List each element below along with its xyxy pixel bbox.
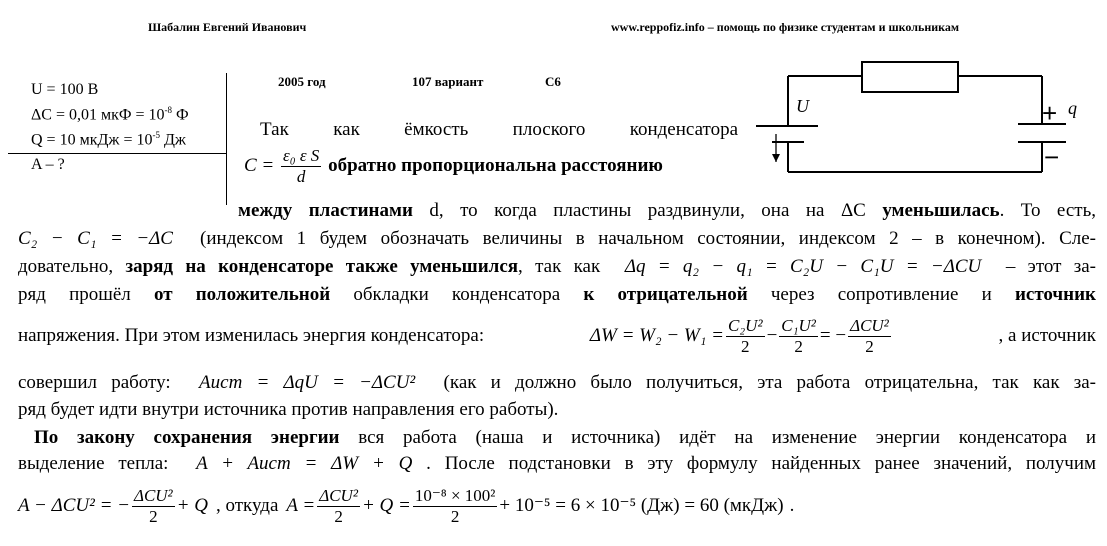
text-line-2: C = $\frac{\text{ε₀ ε S}}{d}$ обратно пропорциональна расстоянию: [244, 146, 663, 186]
find-label: A – ?: [31, 156, 65, 173]
meta-task: С6: [545, 74, 561, 89]
header-author: Шабалин Евгений Иванович: [148, 20, 307, 34]
meta-year: 2005 год: [278, 74, 326, 89]
capacitance-fraction: $\frac{\text{ε₀ ε S}}{d}$: [283, 146, 320, 186]
text-line-9: ряд будет идти внутри источника против направления его работы).: [18, 399, 559, 420]
text-line-10: По закону сохранения энергии вся работа (наша и источника) идёт на изменение энергии конденсатора и: [34, 427, 1096, 448]
circuit-diagram: [750, 58, 1090, 178]
text-line-12: A − ΔCU² = − ΔCU² 2 + Q , откуда A = ΔCU² 2 + Q = $\frac{\text{10⁻⁸ × 100²}}{2}$ + 10⁻⁵ = 6 × 10⁻⁵ (Дж) = 60 (мкДж) .: [18, 485, 795, 526]
text-line-5: довательно, заряд на конденсаторе также уменьшился, так как Δq = q₂ − q₁ = C₂U − C₁U = −ΔCU – этот за-: [18, 256, 1097, 277]
text-line-11: выделение тепла: A + Aист = ΔW + Q . После подстановки в эту формулу найденных ранее значений, получим: [18, 453, 1097, 474]
text-line-4: C₂ − C₁ = −ΔC (индексом 1 будем обозначать величины в начальном состоянии, индексом 2 – в конечном). Сле-: [18, 228, 1096, 249]
text-line-8: совершил работу: Aист = ΔqU = −ΔCU² (как и должно было получиться, эта работа отрицательна, так как за-: [18, 372, 1097, 393]
minus-sign: −: [1044, 142, 1060, 172]
given-divider-horizontal: [8, 153, 226, 154]
energy-fraction-3: ΔCU² 2: [850, 315, 889, 356]
given-divider-vertical: [226, 73, 227, 205]
meta-variant: 107 вариант: [412, 74, 484, 89]
given-block: [31, 80, 189, 151]
arrow-icon: [772, 154, 780, 162]
resistor: [862, 62, 958, 92]
energy-fraction-2: $\frac{\text{C₁U²}}{2}$: [781, 315, 816, 356]
text-line-7: напряжения. При этом изменилась энергия конденсатора: ΔW = W₂ − W₁ = $\frac{\text{C₂U²}}{2}$ − $\frac{\text{C₁U²}}{2}$ = − ΔCU² 2 , а источник: [18, 315, 1096, 356]
circuit-q-label: q: [1068, 98, 1077, 118]
final-fraction-1: ΔCU² 2: [133, 485, 173, 526]
given-voltage: U = 100 В: [31, 81, 99, 98]
circuit-u-label: U: [796, 96, 809, 116]
plus-sign: +: [1042, 98, 1058, 128]
energy-fraction-1: $\frac{\text{C₂U²}}{2}$: [727, 315, 763, 356]
text-line-6: ряд прошёл от положительной обкладки конденсатора к отрицательной через сопротивление и источник: [18, 284, 1096, 305]
given-capacitance-change: ΔC = 0,01 мкФ = $10^{-8}$ Ф: [31, 105, 189, 124]
final-fraction-3: $\frac{\text{10⁻⁸ × 100²}}{2}$: [414, 485, 496, 526]
header-site: www.reppofiz.info – помощь по физике студентам и школьникам: [611, 20, 960, 34]
text-line-1: Так как ёмкость плоского конденсатора: [260, 119, 738, 140]
text-line-3: между пластинами d, то когда пластины раздвинули, она на ΔC уменьшилась. То есть,: [238, 200, 1096, 221]
given-heat: Q = 10 мкДж = $10^{-5}$ Дж: [31, 130, 186, 149]
final-fraction-2: ΔCU² 2: [319, 485, 358, 526]
